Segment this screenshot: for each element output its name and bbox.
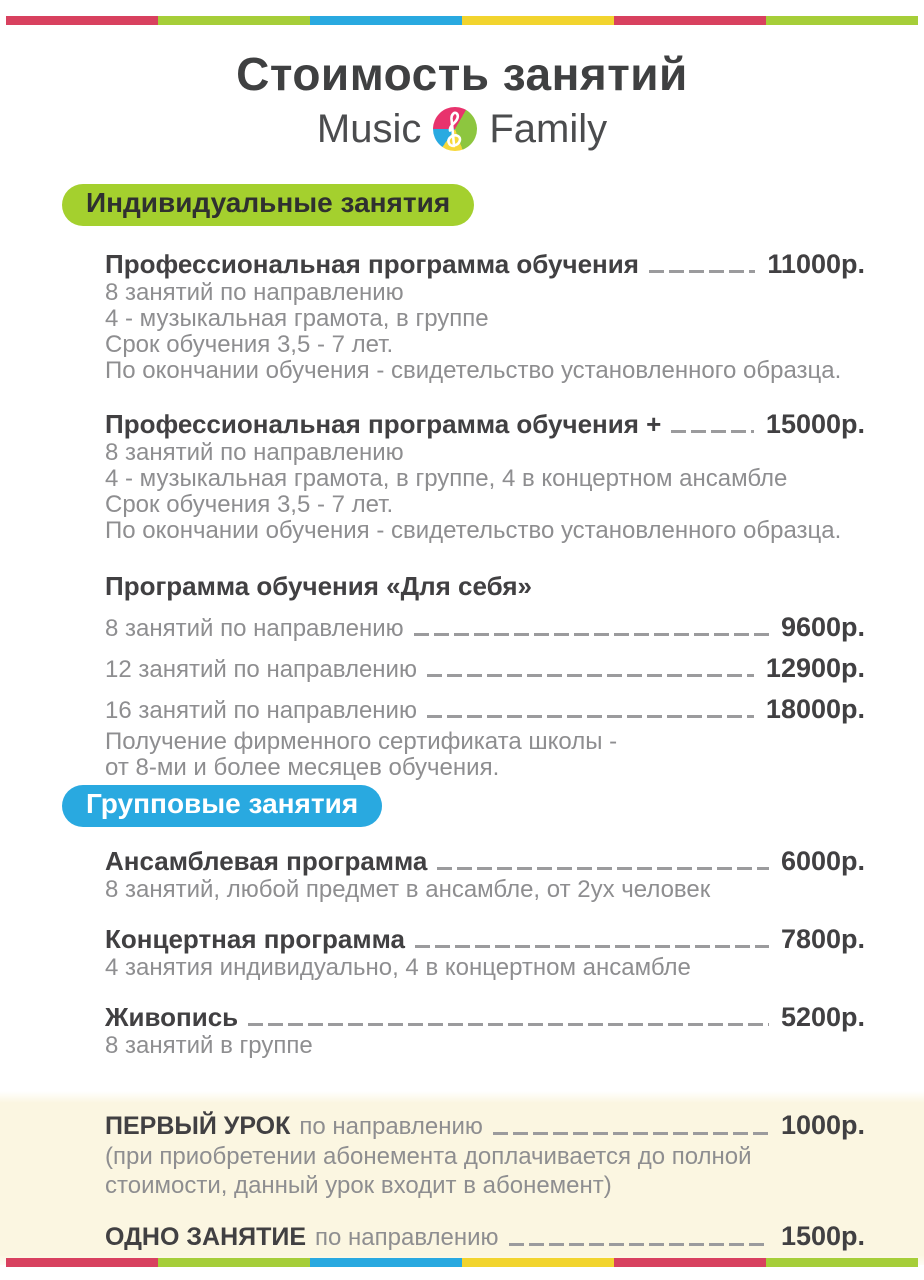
item-note: Срок обучения 3,5 - 7 лет. [105, 331, 394, 358]
price-row [105, 1109, 865, 1142]
price-row [105, 1001, 865, 1033]
item-title: Профессиональная программа обучения + [105, 409, 662, 439]
price-item-professional-plus [105, 408, 865, 544]
stripe-segment [462, 16, 614, 25]
offer-first-lesson [105, 1109, 865, 1200]
price-item-professional [105, 248, 865, 384]
group-section [105, 845, 865, 1059]
item-price: 1000р. [780, 1110, 865, 1140]
dotted-leader [649, 270, 756, 273]
price-row [105, 845, 865, 877]
item-price: 5200р. [780, 1002, 865, 1032]
item-note: 8 занятий по направлению [105, 439, 404, 466]
item-price: 15000р. [765, 409, 865, 439]
dotted-leader [493, 1132, 769, 1135]
stripe-segment [614, 1258, 766, 1267]
stripe-segment [6, 16, 158, 25]
treble-clef-icon [433, 107, 477, 151]
price-row [105, 693, 865, 725]
item-title: Ансамблевая программа [105, 846, 428, 876]
offer-sublabel: по направлению [315, 1224, 499, 1251]
item-price: 18000р. [765, 694, 865, 724]
item-title: Концертная программа [105, 924, 405, 954]
page-title: Стоимость занятий [236, 48, 688, 100]
offer-note: (при приобретении абонемента доплачивается до полной [105, 1143, 752, 1170]
dotted-leader [671, 430, 754, 433]
item-price: 12900р. [765, 653, 865, 683]
item-note: 8 занятий, любой предмет в ансамбле, от 2ух человек [105, 876, 711, 903]
price-row [105, 923, 865, 955]
item-note: 8 занятий в группе [105, 1032, 313, 1059]
bottom-stripe [6, 1258, 918, 1267]
price-item-ensemble [105, 845, 865, 903]
stripe-segment [614, 16, 766, 25]
item-note: 4 - музыкальная грамота, в группе [105, 305, 489, 332]
item-price: 7800р. [780, 924, 865, 954]
price-item-painting [105, 1001, 865, 1059]
stripe-segment [766, 16, 918, 25]
offer-sublabel: по направлению [299, 1113, 483, 1140]
price-row [105, 248, 865, 280]
brand-word-family: Family [489, 107, 608, 151]
row-label: 8 занятий по направлению [105, 615, 404, 642]
item-note: 4 - музыкальная грамота, в группе, 4 в концертном ансамбле [105, 465, 788, 492]
offer-label: ПЕРВЫЙ УРОК [105, 1112, 291, 1140]
dotted-leader [427, 715, 754, 718]
dotted-leader [415, 945, 769, 948]
top-stripe [6, 16, 918, 25]
individual-section [105, 248, 865, 781]
item-title: Живопись [105, 1002, 239, 1032]
price-row [105, 408, 865, 440]
item-note: По окончании обучения - свидетельство установленного образца. [105, 517, 842, 544]
offer-note: стоимости, данный урок входит в абонемент) [105, 1172, 612, 1199]
music-family-logo [433, 107, 477, 151]
item-price: 6000р. [780, 846, 865, 876]
stripe-segment [310, 1258, 462, 1267]
dotted-leader [248, 1023, 769, 1026]
item-price: 1500р. [780, 1221, 865, 1251]
dotted-leader [427, 674, 754, 677]
item-note: 4 занятия индивидуально, 4 в концертном ансамбле [105, 954, 691, 981]
stripe-segment [766, 1258, 918, 1267]
item-note: 8 занятий по направлению [105, 279, 404, 306]
dotted-leader [509, 1243, 769, 1246]
stripe-segment [310, 16, 462, 25]
brand-word-music: Music [316, 107, 422, 151]
price-row [105, 611, 865, 643]
dotted-leader [414, 633, 769, 636]
item-price: 11000р. [767, 249, 865, 279]
item-title: Программа обучения «Для себя» [105, 571, 532, 601]
stripe-segment [462, 1258, 614, 1267]
dotted-leader [437, 867, 769, 870]
price-row [105, 652, 865, 684]
item-title: Профессиональная программа обучения [105, 249, 639, 279]
item-price: 9600р. [780, 612, 865, 642]
item-note: Получение фирменного сертификата школы - [105, 728, 618, 755]
offers-panel [0, 1091, 924, 1265]
stripe-segment [158, 16, 310, 25]
offer-single-lesson [105, 1220, 865, 1253]
item-note: По окончании обучения - свидетельство установленного образца. [105, 357, 842, 384]
price-row [105, 1220, 865, 1253]
stripe-segment [6, 1258, 158, 1267]
row-label: 12 занятий по направлению [105, 656, 417, 683]
section-badge-individual: Индивидуальные занятия [62, 184, 474, 226]
item-heading-row [105, 570, 865, 602]
item-note: Срок обучения 3,5 - 7 лет. [105, 491, 394, 518]
item-note: от 8-ми и более месяцев обучения. [105, 754, 500, 781]
price-item-concert [105, 923, 865, 981]
row-label: 16 занятий по направлению [105, 697, 417, 724]
offer-label: ОДНО ЗАНЯТИЕ [105, 1223, 307, 1251]
brand-line [0, 106, 924, 152]
price-item-for-yourself [105, 570, 865, 781]
stripe-segment [158, 1258, 310, 1267]
section-badge-group: Групповые занятия [62, 785, 382, 827]
